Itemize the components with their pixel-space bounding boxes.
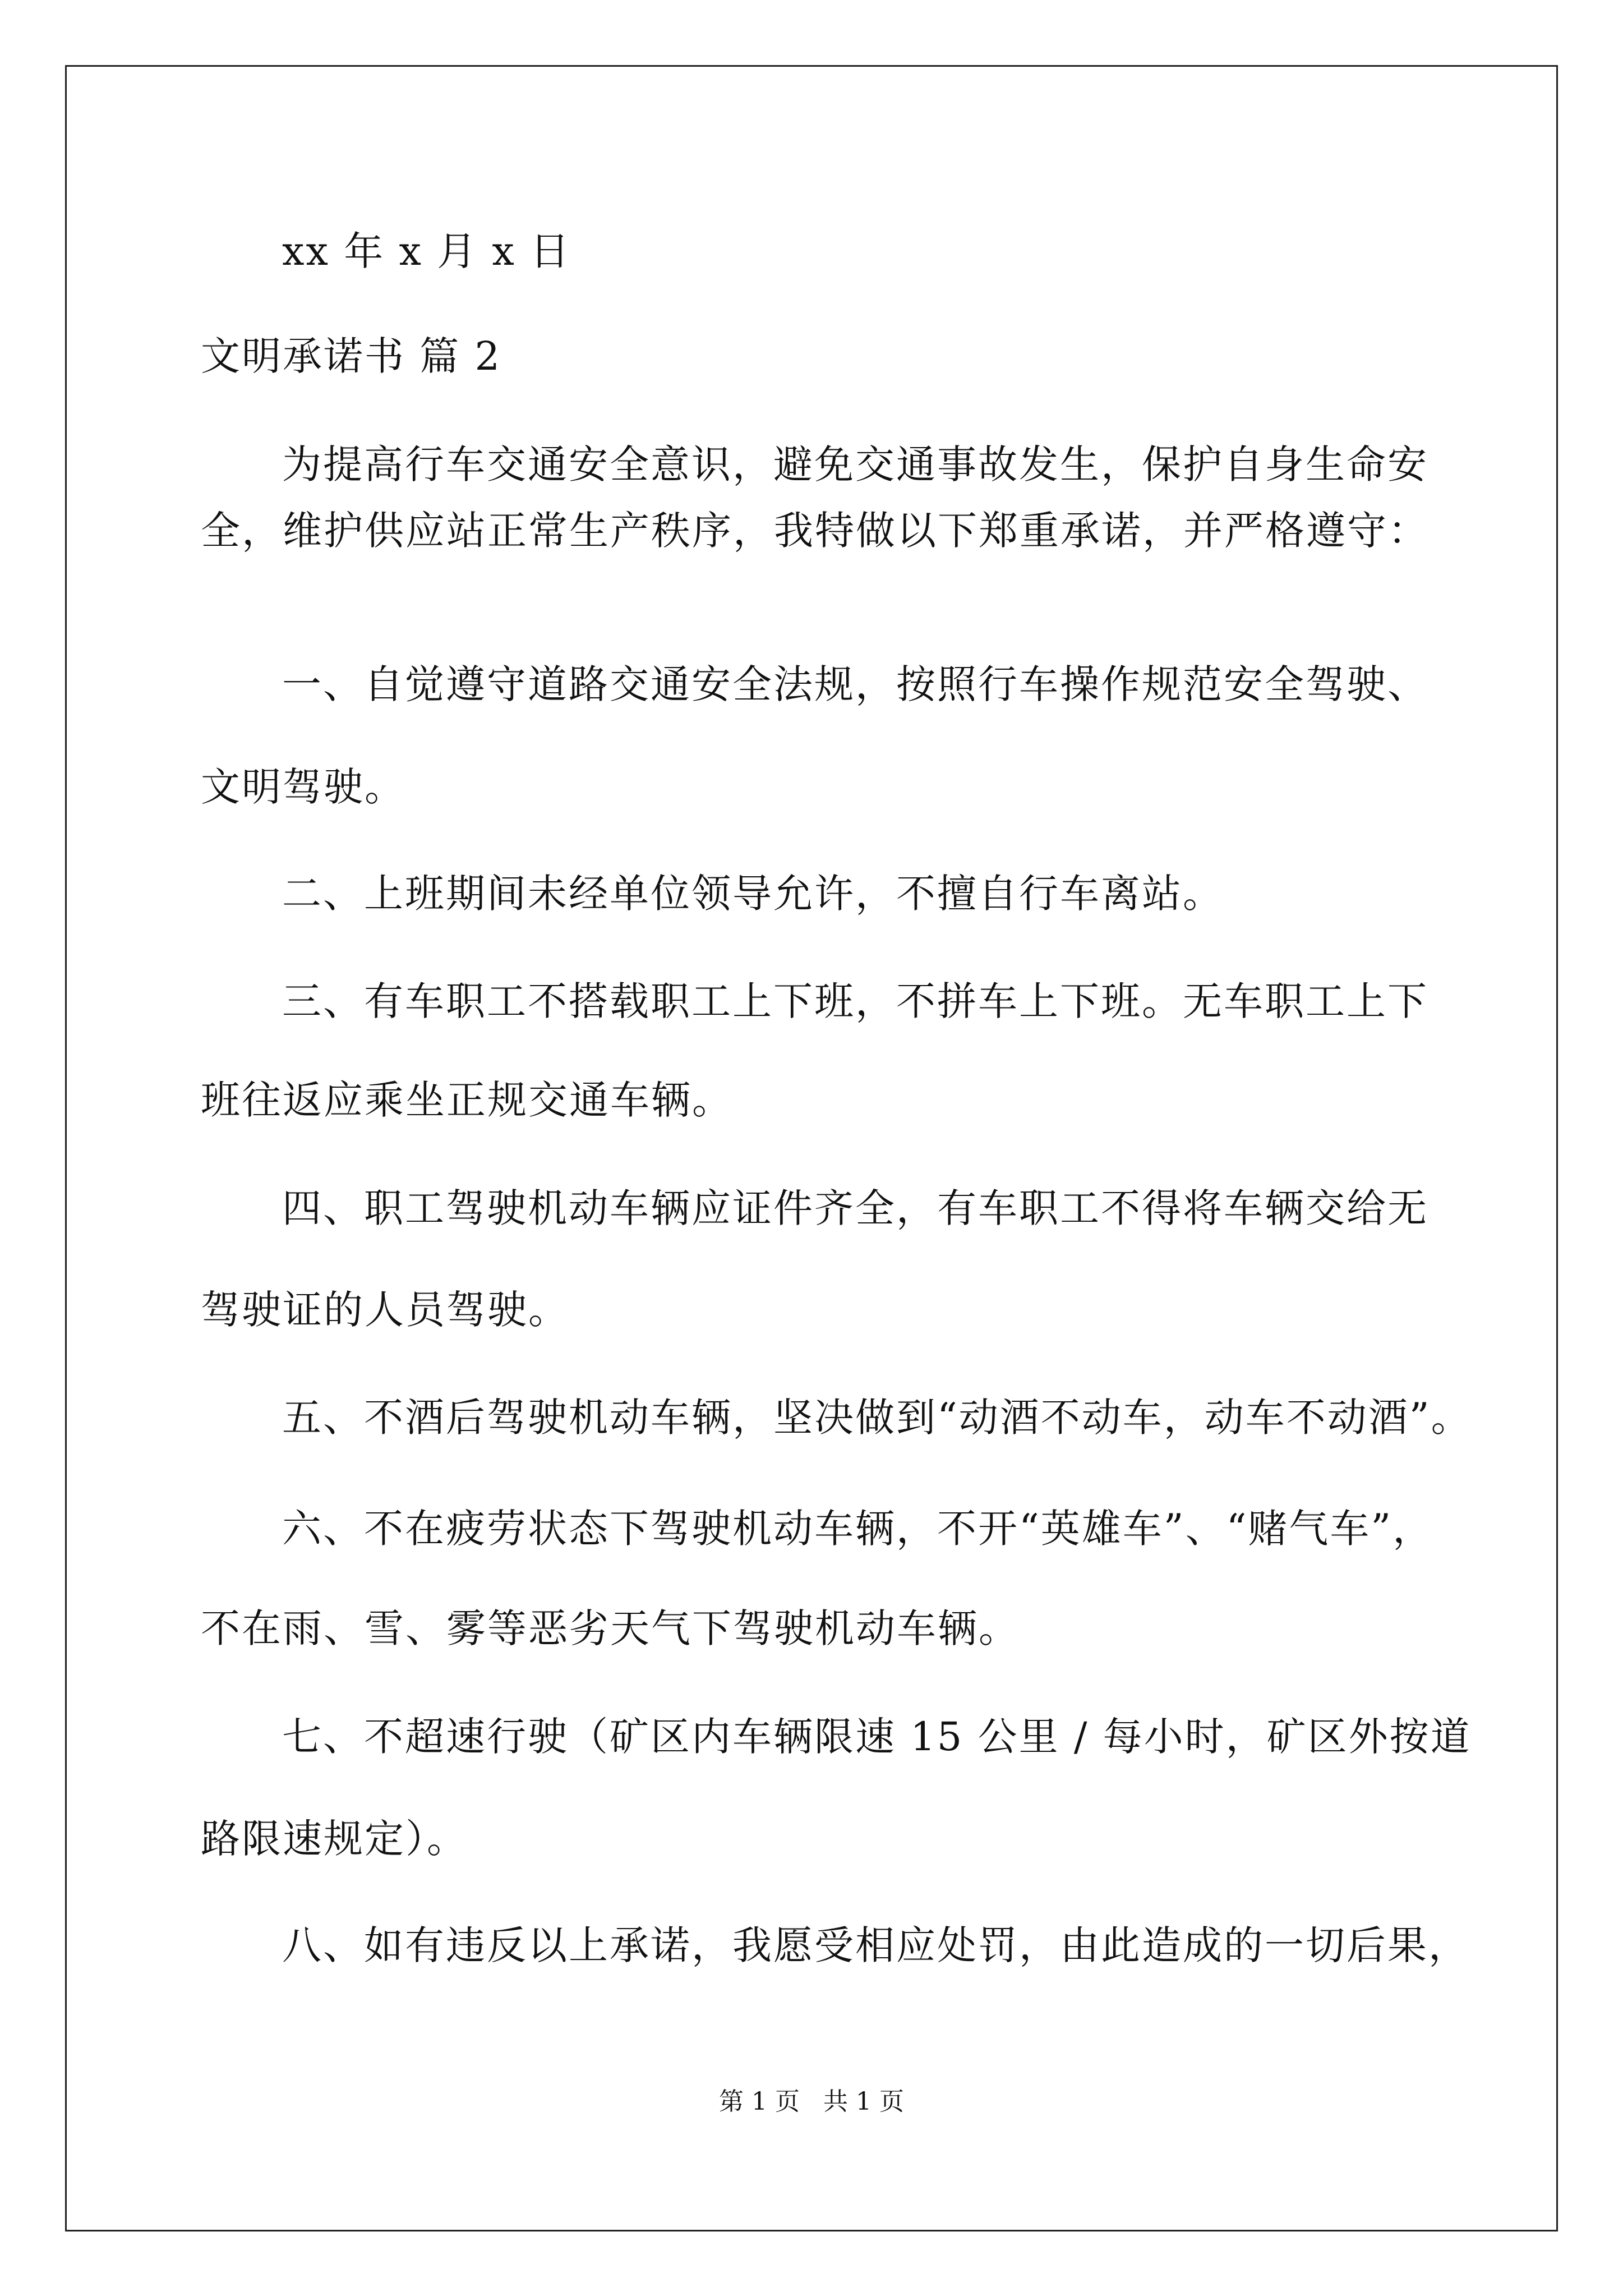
paragraph-line: 四、职工驾驶机动车辆应证件齐全，有车职工不得将车辆交给无: [282, 1185, 1428, 1231]
paragraph-line: 文明驾驶。: [201, 764, 405, 810]
paragraph-line: 路限速规定）。: [201, 1816, 468, 1862]
paragraph-line: 三、有车职工不搭载职工上下班，不拼车上下班。无车职工上下: [282, 978, 1428, 1024]
paragraph-line: 五、不酒后驾驶机动车辆，坚决做到“动酒不动车，动车不动酒”。: [282, 1395, 1472, 1441]
paragraph-line: 一、自觉遵守道路交通安全法规，按照行车操作规范安全驾驶、: [282, 661, 1428, 707]
paragraph-line: 驾驶证的人员驾驶。: [201, 1287, 569, 1333]
date-line: xx 年 x 月 x 日: [282, 228, 571, 274]
paragraph-line: 二、上班期间未经单位领导允许，不擅自行车离站。: [282, 871, 1224, 917]
paragraph-line: 六、不在疲劳状态下驾驶机动车辆，不开“英雄车”、“赌气车”，: [282, 1506, 1434, 1552]
page-border: [65, 65, 1558, 2231]
paragraph-line: 为提高行车交通安全意识，避免交通事故发生，保护自身生命安: [282, 441, 1428, 487]
paragraph-line: 不在雨、雪、雾等恶劣天气下驾驶机动车辆。: [201, 1605, 1020, 1651]
paragraph-line: 七、不超速行驶（矿区内车辆限速 15 公里 / 每小时，矿区外按道: [282, 1714, 1472, 1760]
paragraph-line: 班往返应乘坐正规交通车辆。: [201, 1077, 733, 1123]
page-number: 第 1 页 共 1 页: [719, 2087, 904, 2116]
paragraph-line: 八、如有违反以上承诺，我愿受相应处罚，由此造成的一切后果，: [282, 1922, 1469, 1968]
paragraph-line: 全，维护供应站正常生产秩序，我特做以下郑重承诺，并严格遵守：: [201, 508, 1429, 554]
document-title: 文明承诺书 篇 2: [201, 333, 502, 379]
